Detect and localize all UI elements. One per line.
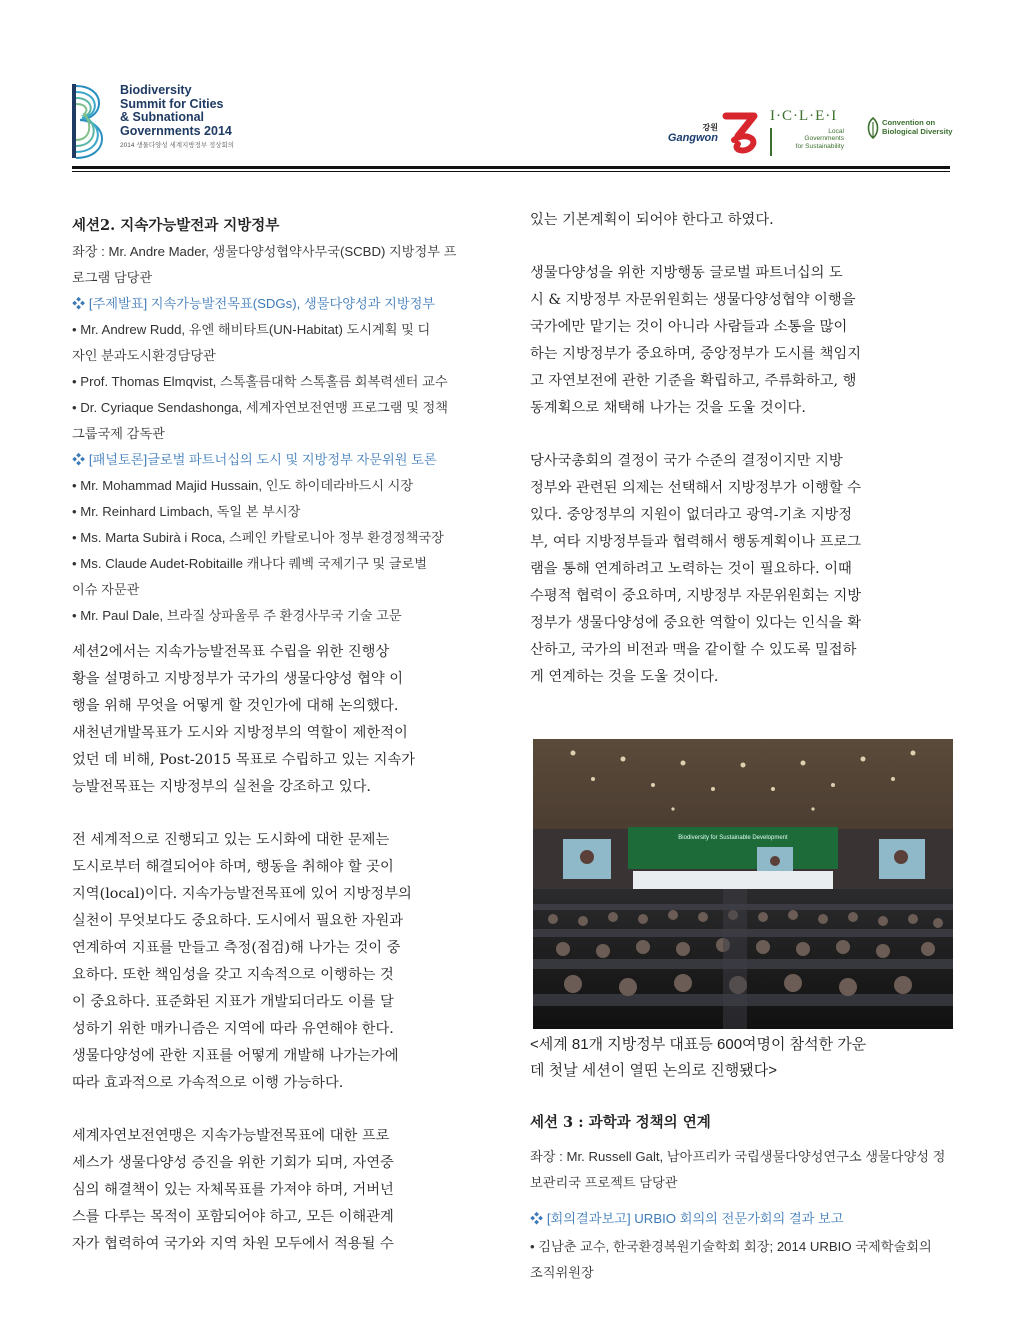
left-column [72,213,496,1258]
list-item: • Mr. Andrew Rudd, 유엔 해비타트(UN-Habitat) 도시계획 및 디 자인 분과도시환경담당관 [72,322,431,363]
list-item: • Ms. Claude Audet-Robitaille 캐나다 퀘벡 국제기구 및 글로벌 이슈 자문관 [72,556,427,597]
conference-hall-photo [533,739,953,1029]
list-item: • Mr. Reinhard Limbach, 독일 본 부시장 [72,504,301,519]
list-item: • Mr. Paul Dale, 브라질 상파울루 주 환경사무국 기술 고문 [72,608,402,623]
summit-logo-icon [72,82,112,160]
list-item: • Prof. Thomas Elmqvist, 스톡홀름대학 스톡홀름 회복력센터 교수 [72,374,448,389]
header-rule-thin [72,171,950,172]
keynote-heading: ❖ [주제발표] 지속가능발전목표(SDGs), 생물다양성과 지방정부 [72,296,436,311]
session3-chair: 좌장 : Mr. Russell Galt, 남아프리카 국립생물다양성연구소 생물다양성 정 보관리국 프로젝트 담당관 [530,1149,946,1190]
list-item: • Ms. Marta Subirà i Roca, 스페인 카탈로니아 정부 환경정책국장 [72,530,444,545]
svg-text:Biodiversity for Sustainable D: Biodiversity for Sustainable Development [678,835,788,841]
leaf-icon [866,116,880,140]
header-rule [72,166,950,169]
gangwon-logo: 강원 Gangwon [682,108,762,152]
session2-paragraph-3: 세계자연보전연맹은 지속가능발전목표에 대한 프로 세스가 생물다양성 증진을 위한 기회가 되며, 자연중 심의 해결책이 있는 자체목표를 가져야 하며, 거버넌 스를 다루는 목적이 포함되어야 하고, 모든 이해관계 자가 협력하여 국가와 지역 차원 모두에서 적용될 수 [72,1128,394,1252]
session2-paragraph-2: 전 세계적으로 진행되고 있는 도시화에 대한 문제는 도시로부터 해결되어야 하며, 행동을 취해야 할 곳이 지역(local)이다. 지속가능발전목표에 있어 지방정부의 실천이 무엇보다도 중요하다. 도시에서 필요한 자원과 연계하여 지표를 만들고 측정(점검)해 나가는 것이 중 요하다. 또한 책임성을 갖고 지속적으로 이행하는 것 이 중요하다. 표준화된 지표가 개발되더라도 이를 달 성하기 위한 매카니즘은 지역에 따라 유연해야 한다. 생물다양성에 관한 지표를 어떻게 개발해 나가는가에 따라 효과적으로 가속적으로 이행 가능하다. [72,832,412,1091]
session3-heading: ❖ [회의결과보고] URBIO 회의의 전문가회의 결과 보고 [530,1211,844,1226]
advisory-paragraph: 생물다양성을 위한 지방행동 글로벌 파트너십의 도 시 & 지방정부 자문위원회는 생물다양성협약 이행을 국가에만 맡기는 것이 아니라 사람들과 소통을 많이 하는 지방정부가 중요하며, 중앙정부가 도시를 책임지 고 자연보전에 관한 기준을 확립하고, 주류화하고, 행 동계획으로 채택해 나가는 것을 도울 것이다. [530,265,862,416]
session2-chair: 좌장 : Mr. Andre Mader, 생물다양성협약사무국(SCBD) 지방정부 프 로그램 담당관 [72,244,457,285]
session2-paragraph-1: 세션2에서는 지속가능발전목표 수립을 위한 진행상 황을 설명하고 지방정부가 국가의 생물다양성 협약 이 행을 위해 무엇을 어떻게 할 것인가에 대해 논의했다. 새천년개발목표가 도시와 지방정부의 역할이 제한적이 었던 데 비해, Post-2015 목표로 수립하고 있는 지속가 능발전목표는 지방정부의 실천을 강조하고 있다. [72,644,416,795]
gangwon-mark-icon [720,110,762,154]
summit-subtitle: 2014 생물다양성 세계지방정부 정상회의 [120,142,235,149]
summit-title: Biodiversity Summit for Cities & Subnational Governments 2014 [120,83,232,138]
session3-title: 세션 3 : 과학과 정책의 연계 [530,1114,711,1131]
session3-block [530,1110,950,1286]
list-item: • 김남춘 교수, 한국환경복원기술학회 회장; 2014 URBIO 국제학술회의 조직위원장 [530,1239,932,1280]
page-header [72,78,953,170]
photo-caption: <세계 81개 지방정부 대표등 600여명이 참석한 가운 데 첫날 세션이 열띤 논의로 진행됐다> [530,1036,867,1079]
cbd-logo: Convention on Biological Diversity [866,116,956,146]
session2-title: 세션2. 지속가능발전과 지방정부 [72,217,280,234]
list-item: • Mr. Mohammad Majid Hussain, 인도 하이데라바드시 시장 [72,478,414,493]
cop-paragraph: 당사국총회의 결정이 국가 수준의 결정이지만 지방 정부와 관련된 의제는 선택해서 지방정부가 이행할 수 있다. 중앙정부의 지원이 없더라고 광역-기초 지방정 부, 여타 지방정부들과 협력해서 행동계획이나 프로그 램을 통해 연계하려고 노력하는 것이 필요하다. 이때 수평적 협력이 중요하며, 지방정부 자문위원회는 지방 정부가 생물다양성에 중요한 역할이 있다는 인식을 확 산하고, 국가의 비전과 맥을 같이할 수 있도록 밀접하 게 연계하는 것을 도울 것이다. [530,453,862,685]
list-item: • Dr. Cyriaque Sendashonga, 세계자연보전연맹 프로그램 및 정책 그룹국제 감독관 [72,400,449,441]
continued-paragraph: 있는 기본계획이 되어야 한다고 하였다. [530,212,774,228]
iclei-logo: I·C·L·E·I Local Governments for Sustainability [770,104,858,164]
right-column [530,207,950,691]
panel-heading: ❖ [패널토론]글로벌 파트너십의 도시 및 지방정부 자문위원 토론 [72,452,437,467]
